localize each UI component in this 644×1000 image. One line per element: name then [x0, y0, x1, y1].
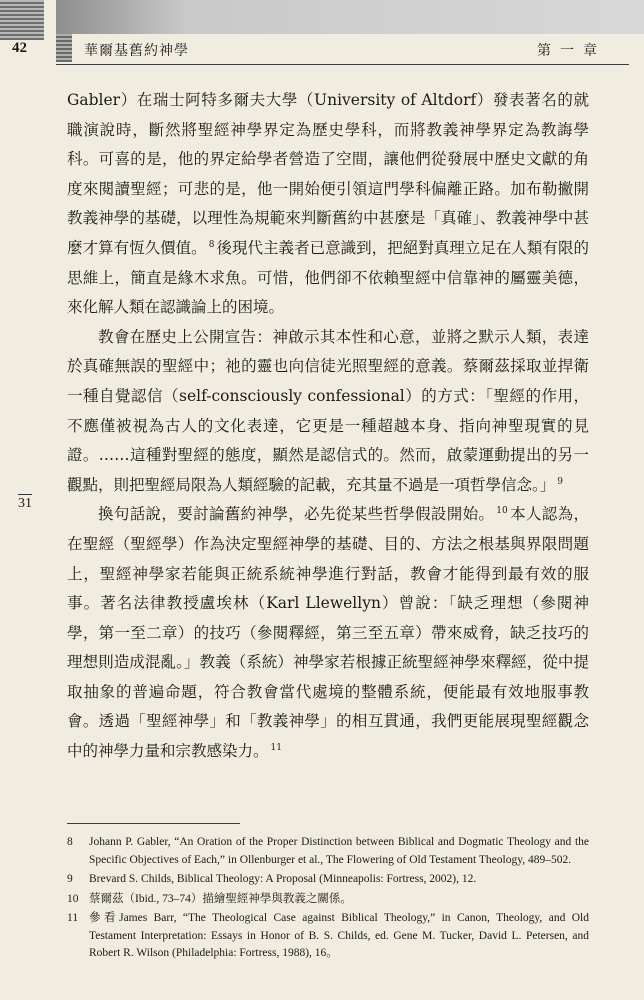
footnote-11 [67, 910, 589, 963]
paragraph-1-continuation: 後現代主義者已意識到，把絕對真理立足在人類有限的思維上，簡直是緣木求魚。可惜，他們卻不依賴聖經中信靠神的屬靈美德，來化解人類在認識論上的困境。 [67, 238, 589, 317]
paragraph-2-text: 教會在歷史上公開宣告：神啟示其本性和心意，並將之默示人類，表達於真確無誤的聖經中；祂的靈也向信徒光照聖經的意義。蔡爾茲採取並捍衛一種自覺認信（self-consciously confessional）的方式：「聖經的作用，不應僅被視為古人的文化表達，它更是一種超越本身、指向神聖現實的見證。……這種對聖經的態度，顯然是認信式的。然而，啟蒙運動提出的另一觀點，則把聖經局限為人類經驗的記載，充其量不過是一項哲學信念。」 [67, 327, 589, 494]
footnote-9 [67, 871, 589, 889]
footnote-ref-8[interactable]: 8 [208, 239, 215, 250]
paragraph-3-continuation: 本人認為，在聖經（聖經學）作為決定聖經神學的基礎、目的、方法之根基與界限問題上，聖經神學家若能與正統系統神學進行對話，教會才能得到最有效的服事。著名法律教授盧埃林（Karl Llewellyn）曾說：「缺乏理想（參閱神學，第一至二章）的技巧（參閱釋經，第三至五章）帶來威脅，缺乏技巧的理想則造成混亂。」教義（系統）神學家若根據正統聖經神學來釋經，從中提取抽象的普遍命題，符合教會當代處境的整體系統，便能最有效地服事教會。透過「聖經神學」和「教義神學」的相互貫通，我們更能展現聖經觀念中的神學力量和宗教感染力。 [67, 505, 589, 761]
paragraph-2 [67, 323, 589, 501]
footnote-number: 11 [67, 912, 79, 924]
footnote-rule [67, 823, 240, 824]
footnotes [67, 834, 589, 965]
footnote-text: 蔡爾茲（Ibid., 73–74）描繪聖經神學與教義之關係。 [89, 892, 352, 905]
chapter-label: 第一章 [537, 43, 606, 59]
footnote-number: 9 [67, 873, 73, 885]
footnote-text: 參看James Barr, “The Theological Case against Biblical Theology,” in Canon, Theology, and Old Testament Interpretation: Essays in Honor of B. S. Childs, ed. Gene M. Tucker, David L. Petersen, and Robert R. Wilson (Philadelphia: Fortress, 1988), 16。 [89, 912, 589, 959]
thumb-tab-marker [0, 0, 44, 40]
page-header [0, 0, 644, 66]
page-number: 42 [12, 40, 27, 56]
margin-page-reference: 31 [18, 496, 32, 511]
paragraph-3-text: 換句話說，要討論舊約神學，必先從某些哲學假設開始。 [98, 505, 495, 524]
footnote-8 [67, 834, 589, 869]
footnote-text: Johann P. Gabler, “An Oration of the Proper Distinction between Biblical and Dogmatic Theology and the Specific Objectives of Each,” in Ollenburger et al., The Flowering of Old Testament Theology, 489–502. [89, 836, 589, 866]
paragraph-1 [67, 86, 589, 323]
paragraph-3 [67, 500, 589, 766]
footnote-ref-10[interactable]: 10 [496, 506, 508, 517]
footnote-ref-11[interactable]: 11 [270, 742, 282, 753]
paragraph-1-text: Gabler）在瑞士阿特多爾夫大學（University of Altdorf）發表著名的就職演說時，斷然將聖經神學界定為歷史學科，而將教義神學界定為教誨學科。可喜的是，他的界定給學者營造了空間，讓他們從發展中歷史文獻的角度來閱讀聖經；可悲的是，他一開始便引領這門學科偏離正路。加布勒撇開教義神學的基礎，以理性為規範來判斷舊約中甚麼是「真確」、教義神學中甚麼才算有恆久價值。 [67, 91, 589, 257]
footnote-number: 10 [67, 892, 79, 905]
header-rule [56, 64, 629, 65]
footnote-ref-9[interactable]: 9 [557, 476, 563, 487]
footnote-number: 8 [67, 836, 73, 848]
main-text [67, 86, 589, 767]
header-gray-bar [56, 0, 644, 34]
header-block-marker [56, 34, 72, 62]
book-title: 華爾基舊約神學 [84, 43, 189, 59]
footnote-10 [67, 891, 589, 909]
footnote-text: Brevard S. Childs, Biblical Theology: A Proposal (Minneapolis: Fortress, 2002), 12. [89, 873, 477, 885]
